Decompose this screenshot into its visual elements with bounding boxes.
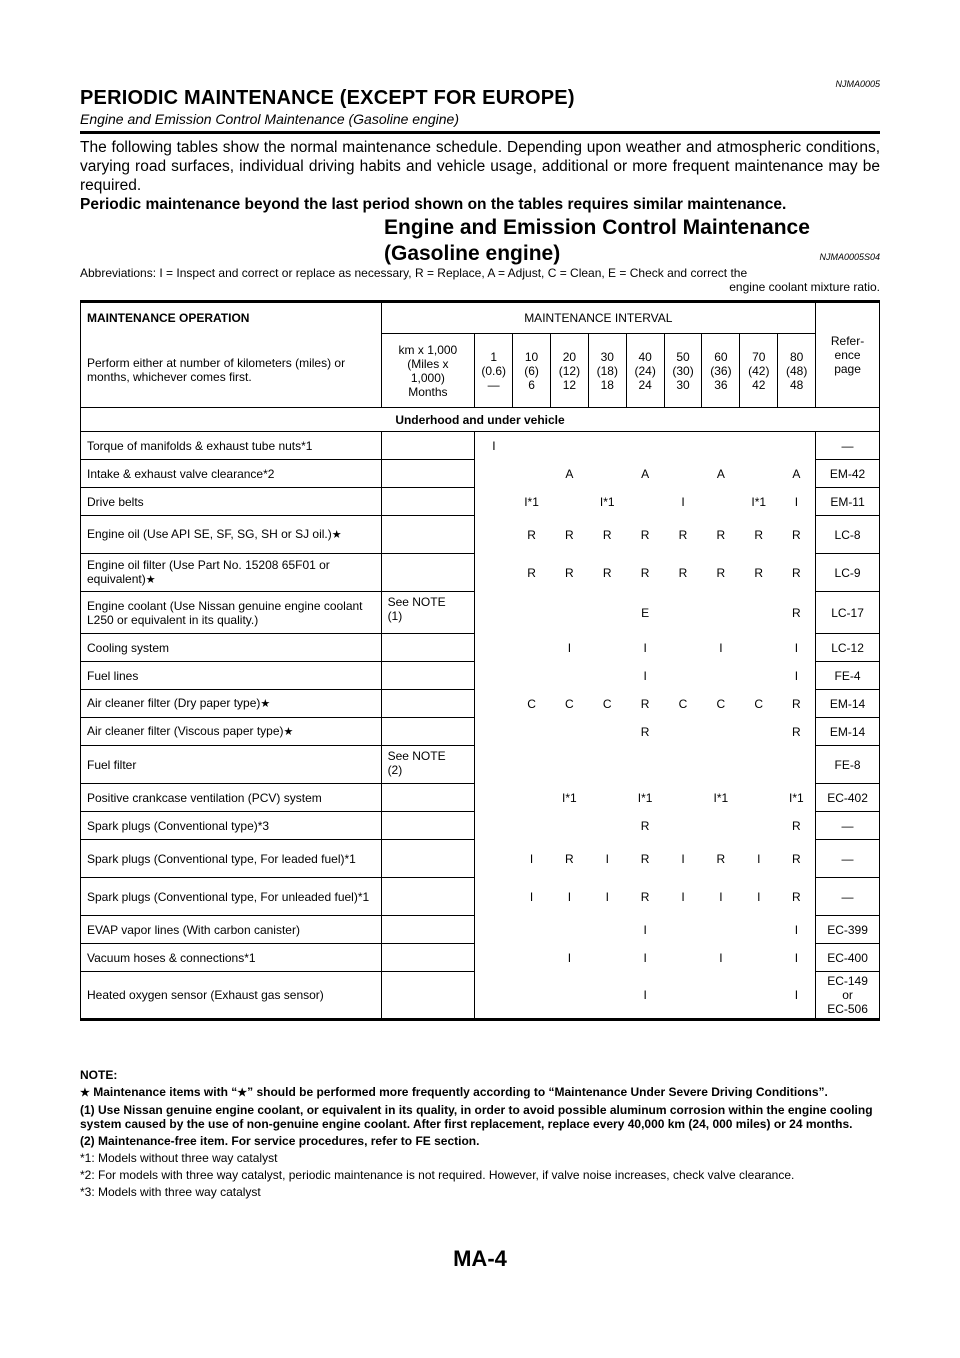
reference-page-cell: —: [816, 432, 880, 460]
table-row: [81, 488, 880, 516]
interval-header-3: 30 (18) 18: [588, 334, 626, 408]
header-interval: MAINTENANCE INTERVAL: [381, 302, 816, 334]
interval-cell: R: [527, 565, 536, 580]
operation-cell: Fuel filter: [81, 746, 382, 784]
interval-cell: [588, 662, 626, 690]
interval-cell: I: [794, 668, 799, 683]
note-cell: [381, 690, 475, 718]
reference-page-cell: —: [816, 878, 880, 916]
table-row: [81, 634, 880, 662]
interval-cell: [664, 812, 702, 840]
note-cell: [381, 718, 475, 746]
table-row: [81, 592, 880, 634]
header-reference-page: Refer- ence page: [816, 302, 880, 408]
interval-cell: [740, 944, 778, 972]
note-cell: [381, 554, 475, 592]
note-cell: [381, 460, 475, 488]
table-row: [81, 718, 880, 746]
interval-cell: [588, 746, 626, 784]
interval-cell: R: [792, 605, 801, 620]
interval-cell: [740, 662, 778, 690]
interval-cell: R: [640, 724, 650, 739]
table-row: [81, 662, 880, 690]
interval-cell: [626, 746, 664, 784]
note-cell: [381, 516, 475, 554]
interval-cell: [740, 916, 778, 944]
footnote-2: *2: For models with three way catalyst, periodic maintenance is not required. However, if valve noise increases, check valve clearance.: [80, 1168, 795, 1182]
note-cell: [381, 878, 475, 916]
interval-cell: [513, 718, 551, 746]
interval-cell: R: [602, 527, 612, 542]
interval-cell: [475, 662, 513, 690]
interval-header-8: 80 (48) 48: [778, 334, 816, 408]
table-row: [81, 516, 880, 554]
interval-cell: [588, 916, 626, 944]
note-cell: [381, 488, 475, 516]
table-row: [81, 432, 880, 460]
operation-cell: Drive belts: [81, 488, 382, 516]
reference-page-cell: LC-12: [816, 634, 880, 662]
operation-cell: Spark plugs (Conventional type, For leaded fuel)*1: [81, 840, 382, 878]
reference-page-cell: —: [816, 840, 880, 878]
interval-cell: [475, 690, 513, 718]
table-row: [81, 690, 880, 718]
interval-cell: I: [643, 987, 647, 1002]
interval-cell: [513, 662, 551, 690]
intro-paragraph: [80, 138, 880, 214]
operation-cell: Positive crankcase ventilation (PCV) system: [81, 784, 382, 812]
star-icon: ★: [80, 1087, 90, 1099]
interval-cell: R: [640, 565, 650, 580]
interval-cell: I: [681, 851, 685, 866]
interval-cell: I: [794, 640, 799, 655]
interval-cell: R: [792, 724, 801, 739]
interval-cell: [664, 460, 702, 488]
interval-cell: [702, 972, 740, 1020]
interval-cell: [475, 878, 513, 916]
interval-cell: [475, 718, 513, 746]
interval-cell: I*1: [751, 494, 767, 509]
reference-page-cell: FE-4: [816, 662, 880, 690]
interval-cell: [588, 972, 626, 1020]
interval-cell: I: [794, 494, 799, 509]
title-divider: [80, 131, 880, 134]
notes-section: [80, 1068, 880, 1202]
interval-cell: I: [529, 851, 534, 866]
interval-cell: I: [529, 889, 534, 904]
table-row: [81, 812, 880, 840]
interval-cell: [475, 460, 513, 488]
section-title-line2: (Gasoline engine): [384, 242, 561, 265]
note-cell: [381, 662, 475, 690]
interval-cell: R: [602, 565, 612, 580]
interval-cell: [475, 972, 513, 1020]
interval-cell: [588, 432, 626, 460]
interval-cell: [702, 746, 740, 784]
interval-cell: [550, 916, 588, 944]
interval-cell: A: [716, 466, 725, 481]
interval-header-0: 1 (0.6) —: [475, 334, 513, 408]
abbreviations: [80, 266, 880, 294]
operation-cell: Fuel lines: [81, 662, 382, 690]
interval-cell: A: [641, 466, 650, 481]
interval-cell: R: [678, 527, 688, 542]
interval-cell: I: [681, 494, 685, 509]
interval-cell: I*1: [637, 790, 653, 805]
interval-cell: [702, 662, 740, 690]
interval-cell: [513, 972, 551, 1020]
interval-cell: [513, 784, 551, 812]
interval-cell: [664, 784, 702, 812]
interval-cell: [550, 432, 588, 460]
interval-cell: [475, 634, 513, 662]
interval-cell: [702, 488, 740, 516]
reference-page-cell: EC-399: [816, 916, 880, 944]
interval-cell: I*1: [713, 790, 729, 805]
interval-cell: C: [565, 696, 574, 711]
interval-cell: [513, 944, 551, 972]
interval-cell: [550, 972, 588, 1020]
interval-cell: C: [602, 696, 612, 711]
interval-cell: I: [757, 889, 761, 904]
interval-cell: I: [643, 922, 647, 937]
interval-cell: [664, 718, 702, 746]
table-row: [81, 460, 880, 488]
interval-cell: I: [794, 987, 799, 1002]
page-subtitle: Engine and Emission Control Maintenance (Gasoline engine): [80, 111, 459, 127]
interval-cell: [664, 592, 702, 634]
interval-cell: R: [716, 527, 726, 542]
interval-cell: [740, 432, 778, 460]
footnote-3: *3: Models with three way catalyst: [80, 1185, 261, 1199]
interval-cell: I: [681, 889, 685, 904]
interval-cell: [588, 460, 626, 488]
interval-cell: I: [605, 851, 609, 866]
reference-page-cell: —: [816, 812, 880, 840]
operation-cell: Air cleaner filter (Viscous paper type)★: [81, 718, 382, 746]
section-title-line1: Engine and Emission Control Maintenance: [384, 216, 810, 239]
note-cell: [381, 972, 475, 1020]
star-icon: ★: [237, 1087, 248, 1099]
interval-cell: I: [719, 889, 723, 904]
note-cell: [381, 812, 475, 840]
interval-cell: R: [565, 851, 574, 866]
interval-cell: I: [719, 950, 723, 965]
interval-header-2: 20 (12) 12: [550, 334, 588, 408]
notes-heading: NOTE:: [80, 1068, 118, 1082]
reference-page-cell: EC-400: [816, 944, 880, 972]
interval-cell: [740, 972, 778, 1020]
interval-cell: [588, 784, 626, 812]
abbreviations-line1: Abbreviations: I = Inspect and correct or replace as necessary, R = Replace, A = Adjust, C = Clean, E = Check and correct the: [80, 266, 748, 280]
star-icon: ★: [145, 574, 156, 586]
interval-cell: R: [792, 818, 801, 833]
note-cell: [381, 634, 475, 662]
interval-cell: R: [640, 696, 650, 711]
interval-cell: [702, 916, 740, 944]
operation-cell: Heated oxygen sensor (Exhaust gas sensor): [81, 972, 382, 1020]
interval-cell: I: [605, 889, 609, 904]
interval-cell: [550, 746, 588, 784]
interval-cell: I: [567, 950, 572, 965]
operation-cell: Air cleaner filter (Dry paper type)★: [81, 690, 382, 718]
star-icon: ★: [260, 698, 271, 710]
interval-cell: I: [794, 950, 799, 965]
interval-cell: I: [757, 851, 761, 866]
interval-cell: [588, 812, 626, 840]
operation-cell: Vacuum hoses & connections*1: [81, 944, 382, 972]
note-cell: [381, 840, 475, 878]
interval-cell: R: [792, 889, 801, 904]
interval-cell: [588, 944, 626, 972]
interval-cell: I*1: [599, 494, 615, 509]
interval-cell: I*1: [524, 494, 539, 509]
interval-cell: [588, 718, 626, 746]
star-note: ★ Maintenance items with “★” should be performed more frequently according to “Maintenance Under Severe Driving Conditions”.: [80, 1085, 828, 1099]
interval-cell: C: [716, 696, 726, 711]
interval-cell: R: [640, 818, 650, 833]
interval-cell: [475, 488, 513, 516]
interval-cell: I: [794, 922, 799, 937]
interval-cell: R: [716, 565, 726, 580]
table-row: [81, 944, 880, 972]
interval-cell: [740, 634, 778, 662]
operation-cell: Spark plugs (Conventional type, For unleaded fuel)*1: [81, 878, 382, 916]
reference-page-cell: EM-11: [816, 488, 880, 516]
interval-cell: C: [754, 696, 764, 711]
operation-cell: Torque of manifolds & exhaust tube nuts*1: [81, 432, 382, 460]
interval-cell: [702, 592, 740, 634]
interval-cell: [550, 662, 588, 690]
note-cell: [381, 784, 475, 812]
operation-cell: EVAP vapor lines (With carbon canister): [81, 916, 382, 944]
note-cell: [381, 432, 475, 460]
operation-cell: Cooling system: [81, 634, 382, 662]
reference-page-cell: FE-8: [816, 746, 880, 784]
interval-cell: R: [527, 527, 536, 542]
note-cell: See NOTE (2): [381, 746, 475, 784]
reference-page-cell: EM-14: [816, 690, 880, 718]
reference-page-cell: LC-8: [816, 516, 880, 554]
interval-cell: R: [640, 889, 650, 904]
star-icon: ★: [283, 726, 294, 738]
interval-cell: [626, 488, 664, 516]
interval-cell: A: [565, 466, 574, 481]
interval-cell: [702, 432, 740, 460]
interval-cell: [664, 432, 702, 460]
maintenance-table: [80, 300, 880, 1021]
interval-header-5: 50 (30) 30: [664, 334, 702, 408]
interval-cell: [475, 916, 513, 944]
intro-text: The following tables show the normal maintenance schedule. Depending upon weather and atmospheric conditions, varying road surfaces, individual driving habits and vehicle usage, additional or more frequent maintenance may be required.: [80, 139, 880, 194]
interval-cell: [740, 812, 778, 840]
interval-cell: [588, 592, 626, 634]
interval-cell: [475, 840, 513, 878]
interval-cell: I: [719, 640, 723, 655]
interval-cell: R: [640, 527, 650, 542]
interval-cell: R: [792, 565, 801, 580]
interval-cell: I: [643, 668, 647, 683]
interval-cell: R: [716, 851, 726, 866]
interval-cell: R: [792, 696, 801, 711]
interval-cell: [550, 718, 588, 746]
interval-cell: C: [678, 696, 688, 711]
interval-header-6: 60 (36) 36: [702, 334, 740, 408]
operation-cell: Engine oil (Use API SE, SF, SG, SH or SJ oil.)★: [81, 516, 382, 554]
interval-cell: [475, 944, 513, 972]
note-cell: [381, 916, 475, 944]
interval-cell: R: [792, 527, 801, 542]
reference-page-cell: EM-14: [816, 718, 880, 746]
interval-cell: [513, 432, 551, 460]
reference-page-cell: EC-149 or EC-506: [816, 972, 880, 1020]
interval-cell: [513, 460, 551, 488]
interval-cell: [664, 662, 702, 690]
note-2: (2) Maintenance-free item. For service procedures, refer to FE section.: [80, 1134, 480, 1148]
interval-header-7: 70 (42) 42: [740, 334, 778, 408]
operation-cell: Engine oil filter (Use Part No. 15208 65F01 or equivalent)★: [81, 554, 382, 592]
interval-cell: R: [754, 565, 764, 580]
interval-cell: [778, 746, 816, 784]
table-row: [81, 554, 880, 592]
interval-cell: R: [565, 527, 574, 542]
interval-cell: [513, 916, 551, 944]
interval-header-4: 40 (24) 24: [626, 334, 664, 408]
note-cell: [381, 944, 475, 972]
page-title: PERIODIC MAINTENANCE (EXCEPT FOR EUROPE): [80, 87, 575, 109]
interval-cell: [513, 812, 551, 840]
operation-cell: Spark plugs (Conventional type)*3: [81, 812, 382, 840]
reference-page-cell: LC-9: [816, 554, 880, 592]
interval-header-1: 10 (6) 6: [513, 334, 551, 408]
interval-cell: [550, 592, 588, 634]
interval-cell: [702, 718, 740, 746]
table-row: [81, 746, 880, 784]
interval-cell: [513, 634, 551, 662]
interval-cell: A: [792, 466, 801, 481]
interval-cell: I: [567, 889, 572, 904]
header-ref-code: NJMA0005: [835, 79, 880, 89]
interval-cell: [664, 746, 702, 784]
group-label: Underhood and under vehicle: [81, 408, 880, 432]
abbreviations-line2: engine coolant mixture ratio.: [729, 280, 880, 294]
star-icon: ★: [331, 529, 342, 541]
interval-cell: R: [640, 851, 650, 866]
interval-cell: E: [641, 605, 650, 620]
interval-cell: [475, 592, 513, 634]
interval-cell: [626, 432, 664, 460]
interval-cell: [475, 516, 513, 554]
reference-page-cell: LC-17: [816, 592, 880, 634]
section-title: [384, 215, 810, 267]
operation-cell: Intake & exhaust valve clearance*2: [81, 460, 382, 488]
interval-cell: I*1: [562, 790, 577, 805]
interval-cell: [513, 746, 551, 784]
header-perform: Perform either at number of kilometers (miles) or months, whichever comes first.: [81, 334, 382, 408]
note-cell: See NOTE (1): [381, 592, 475, 634]
interval-cell: C: [527, 696, 536, 711]
section-ref-code: NJMA0005S04: [819, 252, 880, 262]
interval-cell: R: [754, 527, 764, 542]
interval-cell: I: [643, 640, 647, 655]
table-row: [81, 916, 880, 944]
interval-cell: [740, 460, 778, 488]
note-1: (1) Use Nissan genuine engine coolant, or equivalent in its quality, in order to avoid possible aluminum corrosion within the engine cooling system caused by the use of non-genuine engine coolant. After first replacement, replace every 40,000 km (24, 000 miles) or 24 months.: [80, 1103, 873, 1131]
interval-cell: R: [792, 851, 801, 866]
interval-cell: R: [565, 565, 574, 580]
interval-cell: I: [475, 432, 513, 460]
interval-cell: [664, 634, 702, 662]
footnote-1: *1: Models without three way catalyst: [80, 1151, 278, 1165]
interval-cell: [588, 634, 626, 662]
interval-cell: [740, 746, 778, 784]
interval-cell: I: [643, 950, 647, 965]
interval-cell: [513, 592, 551, 634]
interval-cell: [475, 784, 513, 812]
table-row: [81, 972, 880, 1020]
interval-cell: [740, 784, 778, 812]
interval-cell: [664, 972, 702, 1020]
interval-cell: [740, 718, 778, 746]
interval-cell: I: [567, 640, 572, 655]
interval-cell: [664, 944, 702, 972]
interval-cell: [475, 812, 513, 840]
page-number: MA-4: [453, 1246, 507, 1271]
reference-page-cell: EM-42: [816, 460, 880, 488]
table-row: [81, 840, 880, 878]
header-operation: MAINTENANCE OPERATION: [81, 302, 382, 334]
reference-page-cell: EC-402: [816, 784, 880, 812]
operation-cell: Engine coolant (Use Nissan genuine engine coolant L250 or equivalent in its quality.): [81, 592, 382, 634]
interval-cell: [702, 812, 740, 840]
interval-cell: [475, 746, 513, 784]
interval-cell: [475, 554, 513, 592]
header-units: km x 1,000 (Miles x 1,000) Months: [381, 334, 475, 408]
interval-cell: [550, 488, 588, 516]
interval-cell: [740, 592, 778, 634]
interval-cell: [664, 916, 702, 944]
table-row: [81, 784, 880, 812]
interval-cell: R: [678, 565, 688, 580]
interval-cell: [550, 812, 588, 840]
interval-cell: [778, 432, 816, 460]
table-row: [81, 878, 880, 916]
interval-cell: I*1: [789, 790, 804, 805]
intro-bold-text: Periodic maintenance beyond the last period shown on the tables requires similar maintenance.: [80, 196, 787, 213]
